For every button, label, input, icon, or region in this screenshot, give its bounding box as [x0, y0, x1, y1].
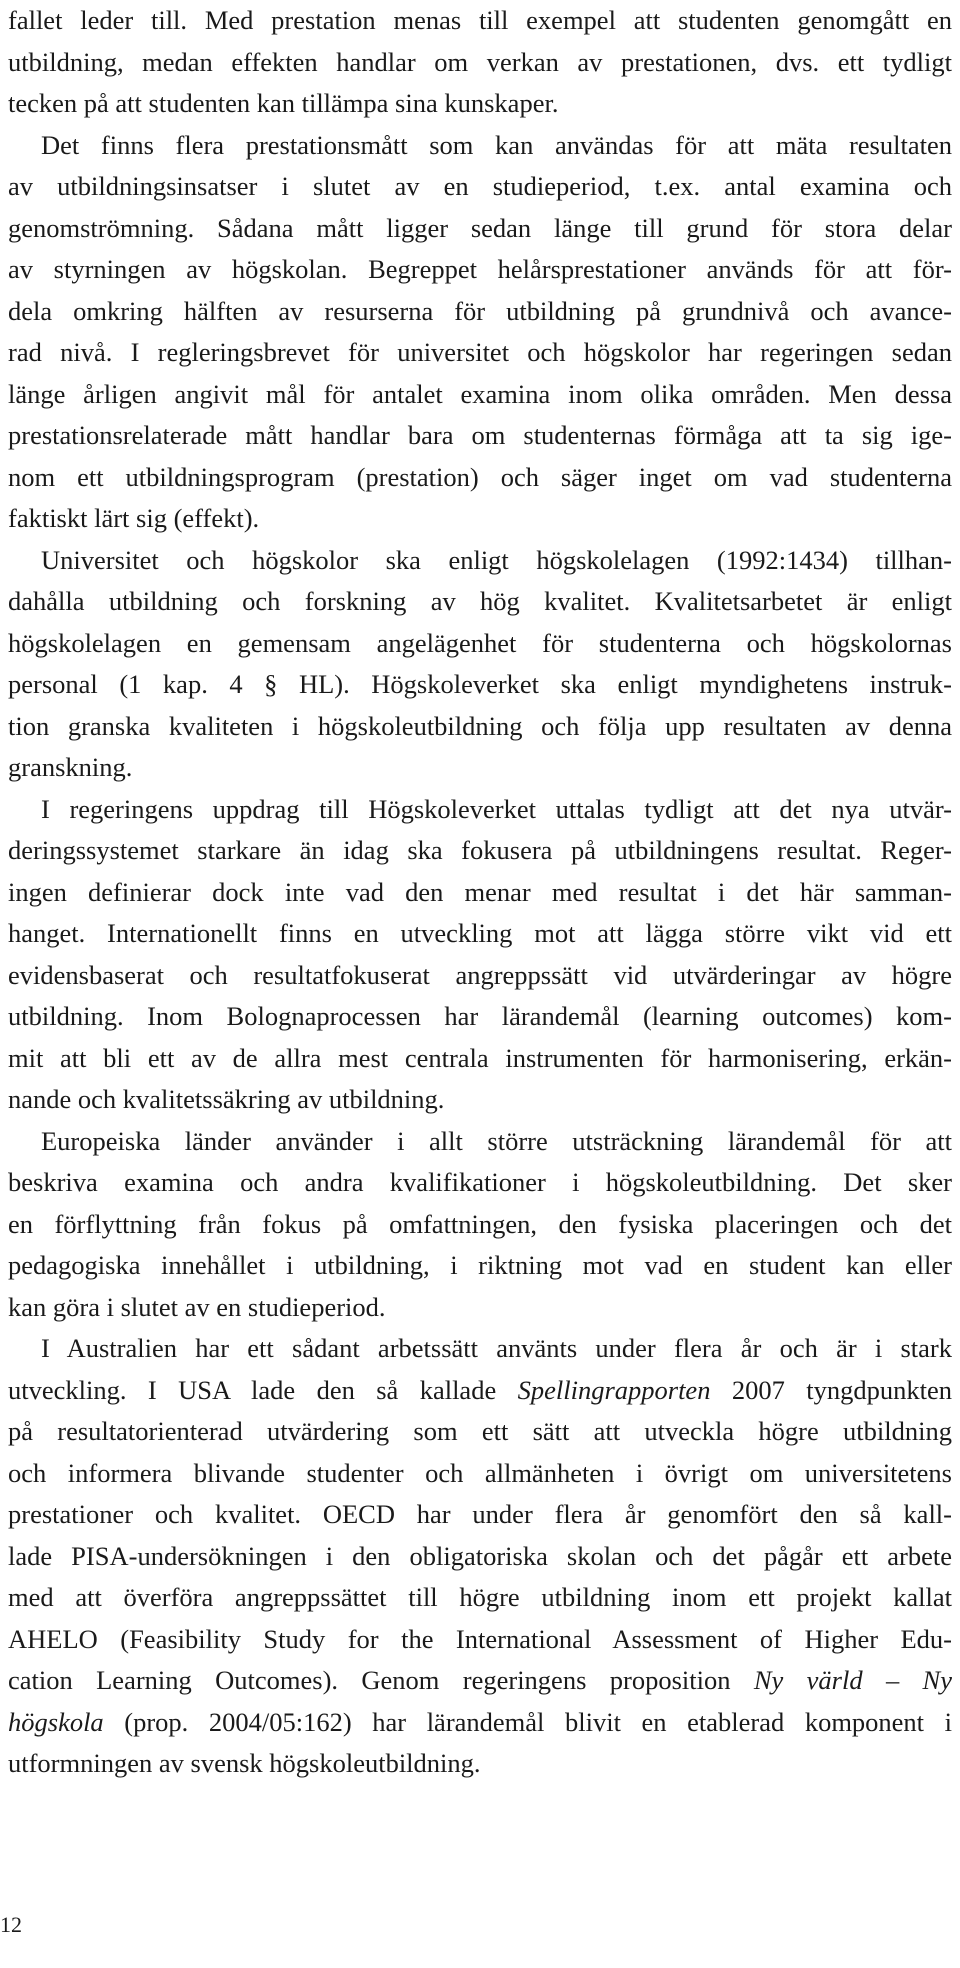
text-line: fallet leder till. Med prestation menas till exempel att studenten genomgått en [8, 5, 952, 35]
text-line: I regeringens uppdrag till Högskoleverket uttalas tydligt att det nya utvär- [41, 793, 952, 824]
text-line: I Australien har ett sådant arbetssätt använts under flera år och är i stark [41, 1333, 952, 1363]
text-line: granskning. [8, 752, 133, 782]
text-line: dela omkring hälften av resurserna för utbildning på grundnivå och avance- [8, 295, 952, 326]
text-line: AHELO (Feasibility Study for the International Assessment of Higher Edu- [8, 1623, 952, 1654]
text-line: Universitet och högskolor ska enligt högskolelagen (1992:1434) tillhan- [41, 544, 952, 575]
paragraph [8, 125, 952, 540]
paragraph [8, 789, 952, 1121]
document-page [8, 0, 952, 1785]
paragraph [8, 540, 952, 789]
text-line: rad nivå. I regleringsbrevet för universitet och högskolor har regeringen sedan [8, 337, 952, 367]
text-line: och informera blivande studenter och allmänheten i övrigt om universitetens [8, 1457, 952, 1488]
italic-title: Ny värld – Ny [753, 1665, 952, 1695]
text-line: evidensbaserat och resultatfokuserat angreppssätt vid utvärderingar av högre [8, 959, 952, 990]
paragraph [8, 0, 952, 125]
text-line: lade PISA-undersökningen i den obligatoriska skolan och det pågår ett arbete [8, 1540, 952, 1571]
text-line: en förflyttning från fokus på omfattningen, den fysiska placeringen och det [8, 1208, 952, 1239]
text-line: utbildning, medan effekten handlar om verkan av prestationen, dvs. ett tydligt [8, 46, 952, 77]
text-line: av utbildningsinsatser i slutet av en studieperiod, t.ex. antal examina och [8, 171, 952, 201]
paragraph [8, 1121, 952, 1329]
text-line: ingen definierar dock inte vad den menar med resultat i det här samman- [8, 876, 952, 907]
text-line: genomströmning. Sådana mått ligger sedan länge till grund för stora delar [8, 212, 952, 243]
text-line: prestationer och kvalitet. OECD har under flera år genomfört den så kall- [8, 1499, 952, 1529]
text-line: kan göra i slutet av en studieperiod. [8, 1291, 386, 1322]
text-line: nom ett utbildningsprogram (prestation) och säger inget om vad studenterna [8, 461, 952, 492]
text-line: på resultatorienterad utvärdering som ett sätt att utveckla högre utbildning [8, 1416, 952, 1446]
italic-title: Spellingrapporten [517, 1374, 711, 1405]
text-line: Europeiska länder använder i allt större utsträckning lärandemål för att [41, 1125, 952, 1156]
text-line: nande och kvalitetssäkring av utbildning. [8, 1084, 445, 1114]
text-line: tecken på att studenten kan tillämpa sina kunskaper. [8, 88, 559, 118]
text-line: beskriva examina och andra kvalifikationer i högskoleutbildning. Det sker [8, 1167, 952, 1197]
text-line: prestationsrelaterade mått handlar bara om studenternas förmåga att ta sig ige- [8, 420, 952, 450]
italic-title: högskola [8, 1706, 104, 1737]
text-line: högskola (prop. 2004/05:162) har lärandemål blivit en etablerad komponent i [8, 1706, 952, 1737]
text-line: Det finns flera prestationsmått som kan användas för att mäta resultaten [41, 129, 952, 160]
text-line: deringssystemet starkare än idag ska fokusera på utbildningens resultat. Reger- [8, 835, 952, 865]
text-line: högskolelagen en gemensam angelägenhet för studenterna och högskolornas [8, 627, 952, 658]
text-line: personal (1 kap. 4 § HL). Högskoleverket ska enligt myndighetens instruk- [8, 669, 952, 699]
text-line: med att överföra angreppssättet till högre utbildning inom ett projekt kallat [8, 1582, 952, 1612]
text-line: av styrningen av högskolan. Begreppet helårsprestationer används för att för- [8, 254, 952, 284]
text-line: utbildning. Inom Bolognaprocessen har lärandemål (learning outcomes) kom- [8, 1001, 952, 1031]
text-line: faktiskt lärt sig (effekt). [8, 503, 260, 533]
text-line: hanget. Internationellt finns en utveckling mot att lägga större vikt vid ett [8, 918, 952, 948]
text-line: cation Learning Outcomes). Genom regeringens proposition Ny värld – Ny [8, 1665, 952, 1695]
text-line: tion granska kvaliteten i högskoleutbildning och följa upp resultaten av denna [8, 710, 952, 741]
paragraph [8, 1328, 952, 1785]
text-line: länge årligen angivit mål för antalet examina inom olika områden. Men dessa [8, 378, 952, 409]
text-line: utformningen av svensk högskoleutbildning. [8, 1748, 481, 1778]
text-line: dahålla utbildning och forskning av hög kvalitet. Kvalitetsarbetet är enligt [8, 586, 952, 616]
text-line: pedagogiska innehållet i utbildning, i riktning mot vad en student kan eller [8, 1250, 952, 1280]
page-number: 12 [0, 1912, 22, 1937]
text-line: mit att bli ett av de allra mest centrala instrumenten för harmonisering, erkän- [8, 1042, 952, 1073]
text-line: utveckling. I USA lade den så kallade Spellingrapporten 2007 tyngdpunkten [8, 1374, 952, 1405]
